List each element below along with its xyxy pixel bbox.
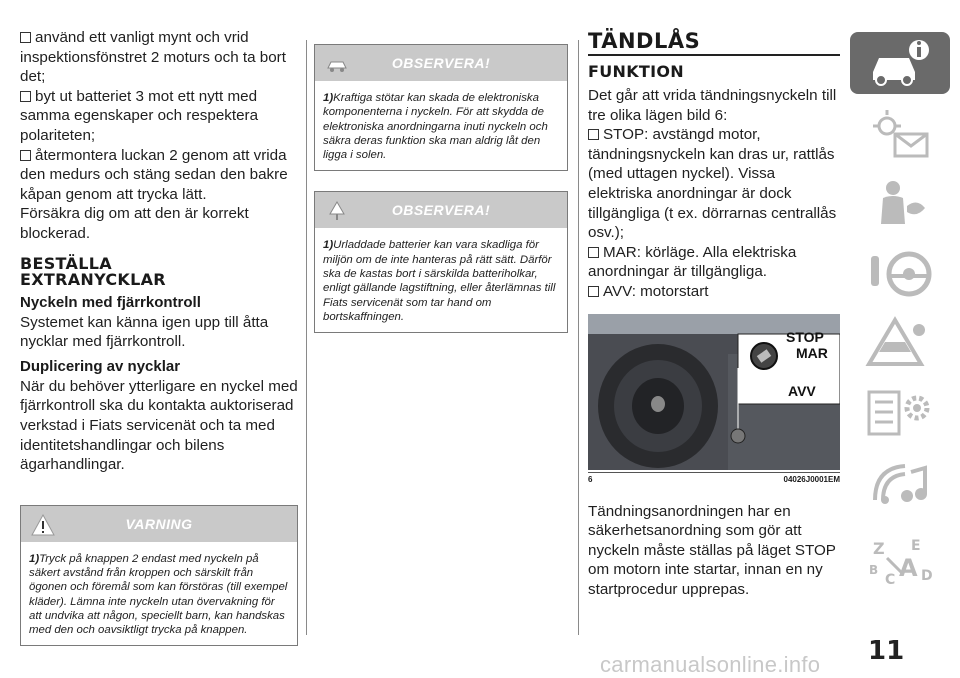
chapter-title: TÄNDLÅS xyxy=(588,30,840,56)
safety-icon xyxy=(865,176,935,230)
svg-text:C: C xyxy=(885,572,896,588)
notice-title: OBSERVERA! xyxy=(391,55,491,71)
column-right xyxy=(588,30,840,600)
nav-car-info[interactable] xyxy=(850,32,950,94)
warning-lights-icon xyxy=(865,106,935,160)
ignition-illustration xyxy=(588,314,840,470)
maintenance-icon xyxy=(865,386,935,440)
svg-text:B: B xyxy=(869,563,879,577)
index-icon xyxy=(865,536,935,590)
column-middle xyxy=(314,44,568,333)
column-divider xyxy=(578,40,579,635)
checkbox-bullet-icon xyxy=(20,91,31,102)
mar-label: MAR xyxy=(796,344,828,361)
ignition-position-item: STOP: avstängd motor, tändningsnyckeln kan dras ur, rattlås (med uttagen nyckel). Vissa elektriska anordningar är dock tillgängliga (t ex. dörrarnas centrallås osv.); xyxy=(588,126,837,242)
checkbox-bullet-icon xyxy=(20,32,31,43)
ignition-position-item: AVV: motorstart xyxy=(588,282,840,302)
svg-text:E: E xyxy=(911,538,921,554)
remote-key-text: Systemet kan känna igen upp till åtta nycklar med fjärrkontroll. xyxy=(20,313,269,351)
ignition-photo xyxy=(588,314,840,470)
function-intro: Det går att vrida tändningsnyckeln till tre olika lägen bild 6: xyxy=(588,87,837,124)
nav-warning-lights[interactable] xyxy=(850,102,950,164)
notice-box-header xyxy=(315,192,567,228)
intro-note: Försäkra dig om att den är korrekt blockerad. xyxy=(20,205,249,242)
driving-icon xyxy=(865,246,935,300)
section-title-function: FUNKTION xyxy=(588,62,684,81)
intro-bullet: byt ut batteriet 3 mot ett nytt med samma egenskaper och respektera polariteten; xyxy=(20,87,259,144)
notice-text: 1)Kraftiga stötar kan skada de elektroniska komponenterna i nyckeln. För att skydda de elektroniska anordningarna inuti nyckeln och säkra deras funktion ska man aldrig låt den ligga i solen. xyxy=(323,92,548,162)
warning-text: 1)Tryck på knappen 2 endast med nyckeln på säkert avstånd från kroppen och särskilt från ögonen och föremål som kan förstöras (till exempel kläder). Lämna inte nyckeln utan övervakning för att undvika att någon, speciellt barn, kan handskas med den och oavsiktligt trycka på knappen. xyxy=(29,552,288,637)
nav-safety[interactable] xyxy=(850,172,950,234)
checkbox-bullet-icon xyxy=(588,247,599,258)
intro-bullet: återmontera luckan 2 genom att vrida den medurs och stäng sedan den bakre kåpan genom att trycka lätt. xyxy=(20,146,288,203)
svg-text:Z: Z xyxy=(873,539,885,558)
section-title-extra-keys: BESTÄLLA EXTRANYCKLAR xyxy=(20,253,166,289)
notice-box-1 xyxy=(314,44,568,171)
column-divider xyxy=(306,40,307,635)
svg-text:A: A xyxy=(899,554,918,582)
checkbox-bullet-icon xyxy=(588,129,599,140)
notice-text: 1)Urladdade batterier kan vara skadliga för miljön om de inte hanteras på rätt sätt. Därför ska de kastas bort i särskilda batteriholkar, enligt gällande lagstiftning, eller återlämnas till Fiats servicenät som tar hand om bortskaffningen. xyxy=(323,239,556,323)
warning-box-header xyxy=(21,506,297,542)
car-info-icon xyxy=(865,36,935,90)
notice-box-2 xyxy=(314,191,568,333)
nav-emergency[interactable] xyxy=(850,312,950,374)
multimedia-icon xyxy=(865,456,935,510)
checkbox-bullet-icon xyxy=(20,150,31,161)
page-number: 11 xyxy=(868,636,905,666)
figure-number: 6 xyxy=(588,474,593,484)
emergency-icon xyxy=(865,316,935,370)
nav-driving[interactable] xyxy=(850,242,950,304)
warning-box xyxy=(20,505,298,647)
environment-tree-icon xyxy=(325,200,349,222)
warning-title: VARNING xyxy=(125,515,193,532)
safety-note: Tändningsanordningen har en säkerhetsanordning som gör att nyckeln måste ställas på läget STOP om motorn inte startar, innan en ny startprocedur upprepas. xyxy=(588,502,836,598)
chapter-nav xyxy=(850,32,954,632)
photo-caption xyxy=(588,472,840,484)
duplicate-keys-text: När du behöver ytterligare en nyckel med fjärrkontroll ska du kontakta auktoriserad verkstad i Fiats servicenät och ta med identitetshandlingar och bilens ägarhandlingar. xyxy=(20,377,298,474)
watermark: carmanualsonline.info xyxy=(600,652,821,677)
nav-multimedia[interactable] xyxy=(850,452,950,514)
notice-title: OBSERVERA! xyxy=(391,202,491,219)
ignition-position-item: MAR: körläge. Alla elektriska anordningar är tillgängliga. xyxy=(588,243,797,281)
nav-index[interactable] xyxy=(850,532,950,594)
nav-maintenance[interactable] xyxy=(850,382,950,444)
subheading-remote-key: Nyckeln med fjärrkontroll xyxy=(20,293,201,311)
svg-text:D: D xyxy=(921,568,933,584)
figure-code: 04026J0001EM xyxy=(783,474,840,484)
column-left xyxy=(20,28,298,646)
stop-label: STOP xyxy=(786,328,824,345)
warning-triangle-icon xyxy=(31,514,55,536)
checkbox-bullet-icon xyxy=(588,286,599,297)
subheading-duplicate-keys: Duplicering av nycklar xyxy=(20,357,181,375)
intro-bullet: använd ett vanligt mynt och vrid inspektionsfönstret 2 moturs och ta bort det; xyxy=(20,29,286,86)
car-shock-icon xyxy=(325,53,349,75)
notice-box-header xyxy=(315,45,567,81)
avv-label: AVV xyxy=(788,382,816,399)
